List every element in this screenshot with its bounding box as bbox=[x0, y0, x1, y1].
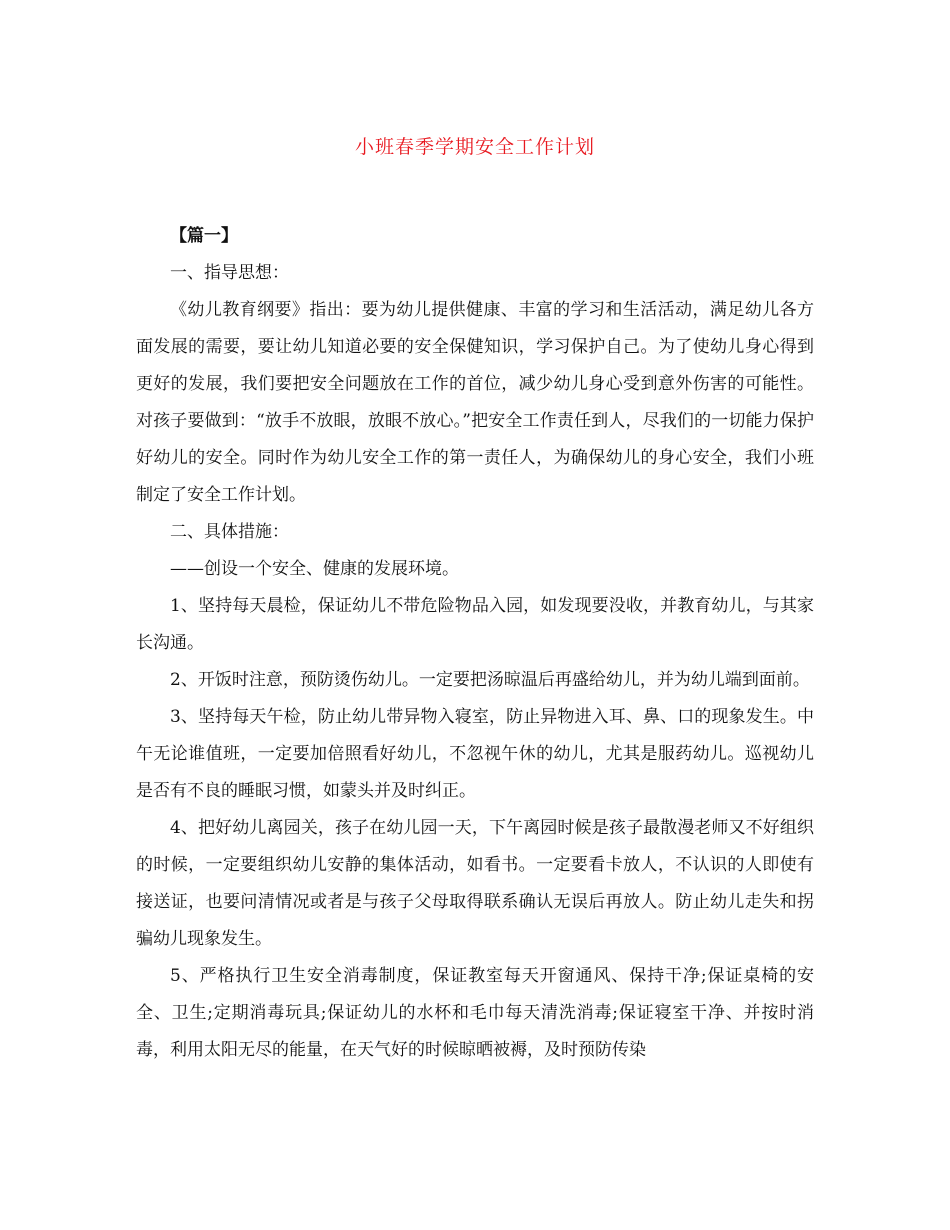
list-item-2: 2、开饭时注意，预防烫伤幼儿。一定要把汤晾温后再盛给幼儿，并为幼儿端到面前。 bbox=[170, 670, 810, 690]
heading-guiding-idea: 一、指导思想： bbox=[170, 263, 289, 283]
list-item-3: 3、坚持每天午检，防止幼儿带异物入寝室，防止异物进入耳、鼻、口的现象发生。中午无论谁值班，一定要加倍照看好幼儿，不忽视午休的幼儿，尤其是服药幼儿。巡视幼儿是否有不良的睡眠习惯，如蒙头并及时纠正。 bbox=[136, 707, 814, 801]
document-body bbox=[136, 218, 814, 1069]
heading-measures: 二、具体措施： bbox=[170, 522, 289, 542]
section-tag: 【篇一】 bbox=[170, 226, 238, 246]
list-item-5: 5、严格执行卫生安全消毒制度，保证教室每天开窗通风、保持干净;保证桌椅的安全、卫生;定期消毒玩具;保证幼儿的水杯和毛巾每天清洗消毒;保证寝室干净、并按时消毒，利用太阳无尽的能量，在天气好的时候晾晒被褥，及时预防传染 bbox=[136, 966, 814, 1060]
list-item-4: 4、把好幼儿离园关，孩子在幼儿园一天，下午离园时候是孩子最散漫老师又不好组织的时候，一定要组织幼儿安静的集体活动，如看书。一定要看卡放人，不认识的人即使有接送证，也要问清情况或者是与孩子父母取得联系确认无误后再放人。防止幼儿走失和拐骗幼儿现象发生。 bbox=[136, 818, 814, 949]
paragraph-guiding-idea: 《幼儿教育纲要》指出：要为幼儿提供健康、丰富的学习和生活活动，满足幼儿各方面发展的需要，要让幼儿知道必要的安全保健知识，学习保护自己。为了使幼儿身心得到更好的发展，我们要把安全问题放在工作的首位，减少幼儿身心受到意外伤害的可能性。对孩子要做到：“放手不放眼，放眼不放心。”把安全工作责任到人，尽我们的一切能力保护好幼儿的安全。同时作为幼儿安全工作的第一责任人，为确保幼儿的身心安全，我们小班制定了安全工作计划。 bbox=[136, 300, 814, 505]
document-title: 小班春季学期安全工作计划 bbox=[354, 136, 595, 158]
paragraph-environment: ——创设一个安全、健康的发展环境。 bbox=[170, 559, 459, 579]
list-item-1: 1、坚持每天晨检，保证幼儿不带危险物品入园，如发现要没收，并教育幼儿，与其家长沟通。 bbox=[136, 596, 814, 653]
